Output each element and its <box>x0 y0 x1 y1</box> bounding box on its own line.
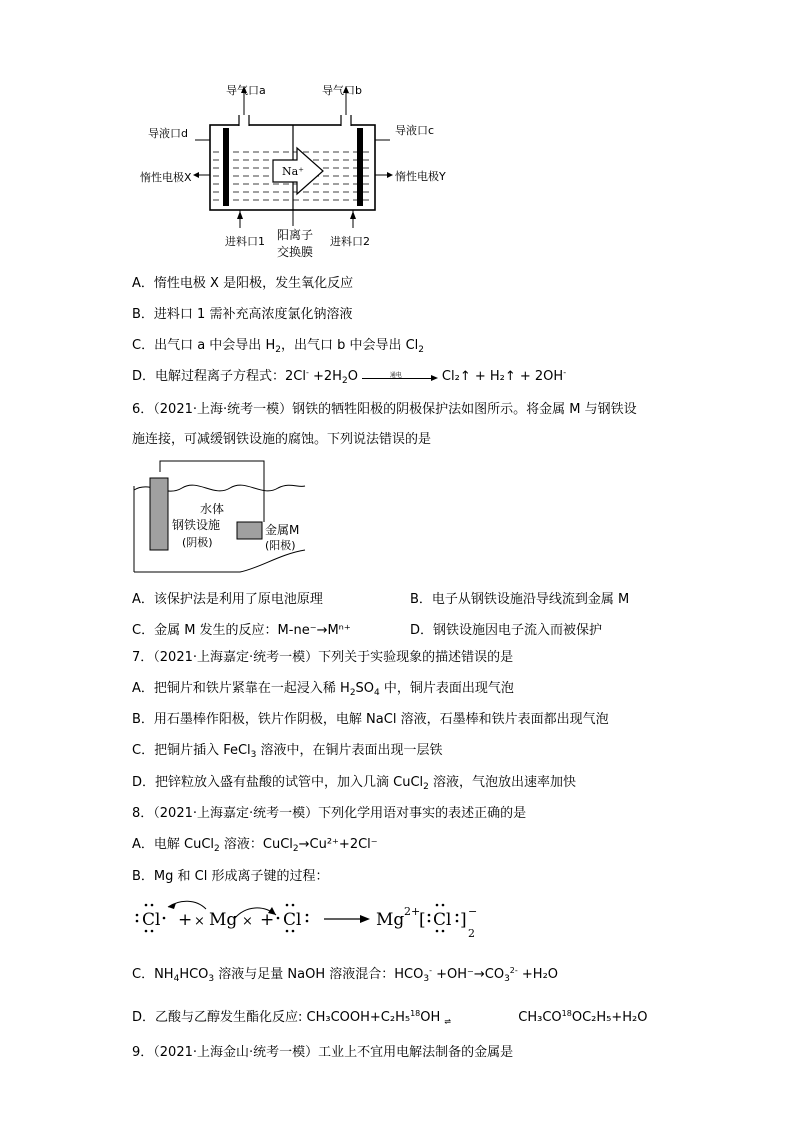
q8-option-d: D．乙酸与乙醇发生酯化反应: CH₃COOH+C₂H₅$^{18}$OH ⇌ $CH_3CO^{18}OC_2H_5+H_2O$ <box>132 1009 648 1026</box>
q8-option-b: B．Mg 和 Cl 形成离子键的过程： <box>132 869 329 884</box>
steel-facility-label: 钢铁设施 <box>172 518 221 532</box>
gas-outlet-a-label: 导气口a <box>226 84 266 97</box>
q6-option-b: B．电子从钢铁设施沿导线流到金属 M <box>410 592 630 607</box>
svg-text:[: [ <box>419 910 426 930</box>
q8-stem: 8．（2021·上海嘉定·统考一模）下列化学用语对事实的表述正确的是 <box>132 806 527 821</box>
anode-label: (阳极) <box>265 539 296 552</box>
q6-stem-line-2: 施连接，可减缓钢铁设施的腐蚀。下列说法错误的是 <box>132 432 432 447</box>
lewis-product-cl: Cl <box>433 910 452 930</box>
lewis-charge: 2+ <box>404 905 421 918</box>
svg-text:×: × <box>242 914 253 929</box>
lewis-cl-right: Cl <box>283 910 302 930</box>
q6-option-c: C．金属 M 发生的反应：M-ne⁻→Mⁿ⁺ <box>132 623 351 638</box>
q6-stem-line-1: 6．（2021·上海·统考一模）钢铁的牺牲阳极的阴极保护法如图所示。将金属 M 与钢铁设 <box>132 402 637 417</box>
q5-option-d: D．电解过程离子方程式：$2Cl^- +2H_2O$ 通电 Cl₂↑ + H₂↑ + 2OH- <box>132 368 567 386</box>
q7-option-b: B．用石墨棒作阳极，铁片作阴极，电解 NaCl 溶液，石墨棒和铁片表面都出现气泡 <box>132 712 609 727</box>
inlet-1-label: 进料口1 <box>225 235 265 248</box>
svg-text:×: × <box>194 914 205 929</box>
reaction-arrow: 通电 <box>362 372 438 382</box>
gas-outlet-b-label: 导气口b <box>322 84 362 97</box>
q5-option-a: A．惰性电极 X 是阳极，发生氧化反应 <box>132 276 354 291</box>
q6-option-a: A．该保护法是利用了原电池原理 <box>132 592 323 607</box>
q7-option-a: A．把铜片和铁片紧靠在一起浸入稀 $H_2SO_4$ 中，铜片表面出现气泡 <box>132 681 514 698</box>
electrode-x-label: 惰性电极X <box>140 171 192 184</box>
q7-stem: 7．（2021·上海嘉定·统考一模）下列关于实验现象的描述错误的是 <box>132 650 514 665</box>
q7-option-d: D．把锌粒放入盛有盐酸的试管中，加入几滴 CuCl$_2$ 溶液，气泡放出速率加快 <box>132 775 577 792</box>
q9-stem: 9．（2021·上海金山·统考一模）工业上不宜用电解法制备的金属是 <box>132 1045 514 1060</box>
liquid-outlet-c-label: 导液口c <box>395 124 435 137</box>
lewis-product-mg: Mg <box>376 910 405 930</box>
electrode-y-label: 惰性电极Y <box>395 170 446 183</box>
q8-option-a: A．电解 CuCl$_2$ 溶液：CuCl$_2$→Cu²⁺+2Cl⁻ <box>132 837 378 854</box>
lewis-count: 2 <box>468 927 475 940</box>
lewis-cl-left: Cl <box>142 910 161 930</box>
na-ion-label: Na⁺ <box>282 165 304 178</box>
reversible-arrow: ⇌ <box>444 1016 451 1026</box>
metal-m-label: 金属M <box>265 523 300 537</box>
svg-text:]: ] <box>460 910 467 930</box>
lewis-plus-2: + <box>260 910 275 930</box>
water-label: 水体 <box>200 502 225 516</box>
q8-option-c: C．$NH_4HCO_3$ 溶液与足量 NaOH 溶液混合：$HCO_3^- +OH^-\to CO_3^{2-} +H_2O$ <box>132 966 559 984</box>
q5-option-b: B．进料口 1 需补充高浓度氯化钠溶液 <box>132 307 353 322</box>
lewis-plus-1: + <box>178 910 193 930</box>
lewis-structure-ionic-bond <box>132 893 482 943</box>
q6-option-d: D．钢铁设施因电子流入而被保护 <box>410 623 603 638</box>
liquid-outlet-d-label: 导液口d <box>148 127 188 140</box>
membrane-label-1: 阳离子 <box>277 228 314 242</box>
membrane-label-2: 交换膜 <box>277 245 314 259</box>
lewis-minus: − <box>468 905 478 918</box>
inlet-2-label: 进料口2 <box>330 235 370 248</box>
q5-option-c: C．出气口 a 中会导出 $H_2$，出气口 b 中会导出 $Cl_2$ <box>132 338 425 355</box>
cathode-label: (阴极) <box>182 536 213 549</box>
lewis-mg: Mg <box>209 910 238 930</box>
q7-option-c: C．把铜片插入 FeCl$_3$ 溶液中，在铜片表面出现一层铁 <box>132 743 443 760</box>
